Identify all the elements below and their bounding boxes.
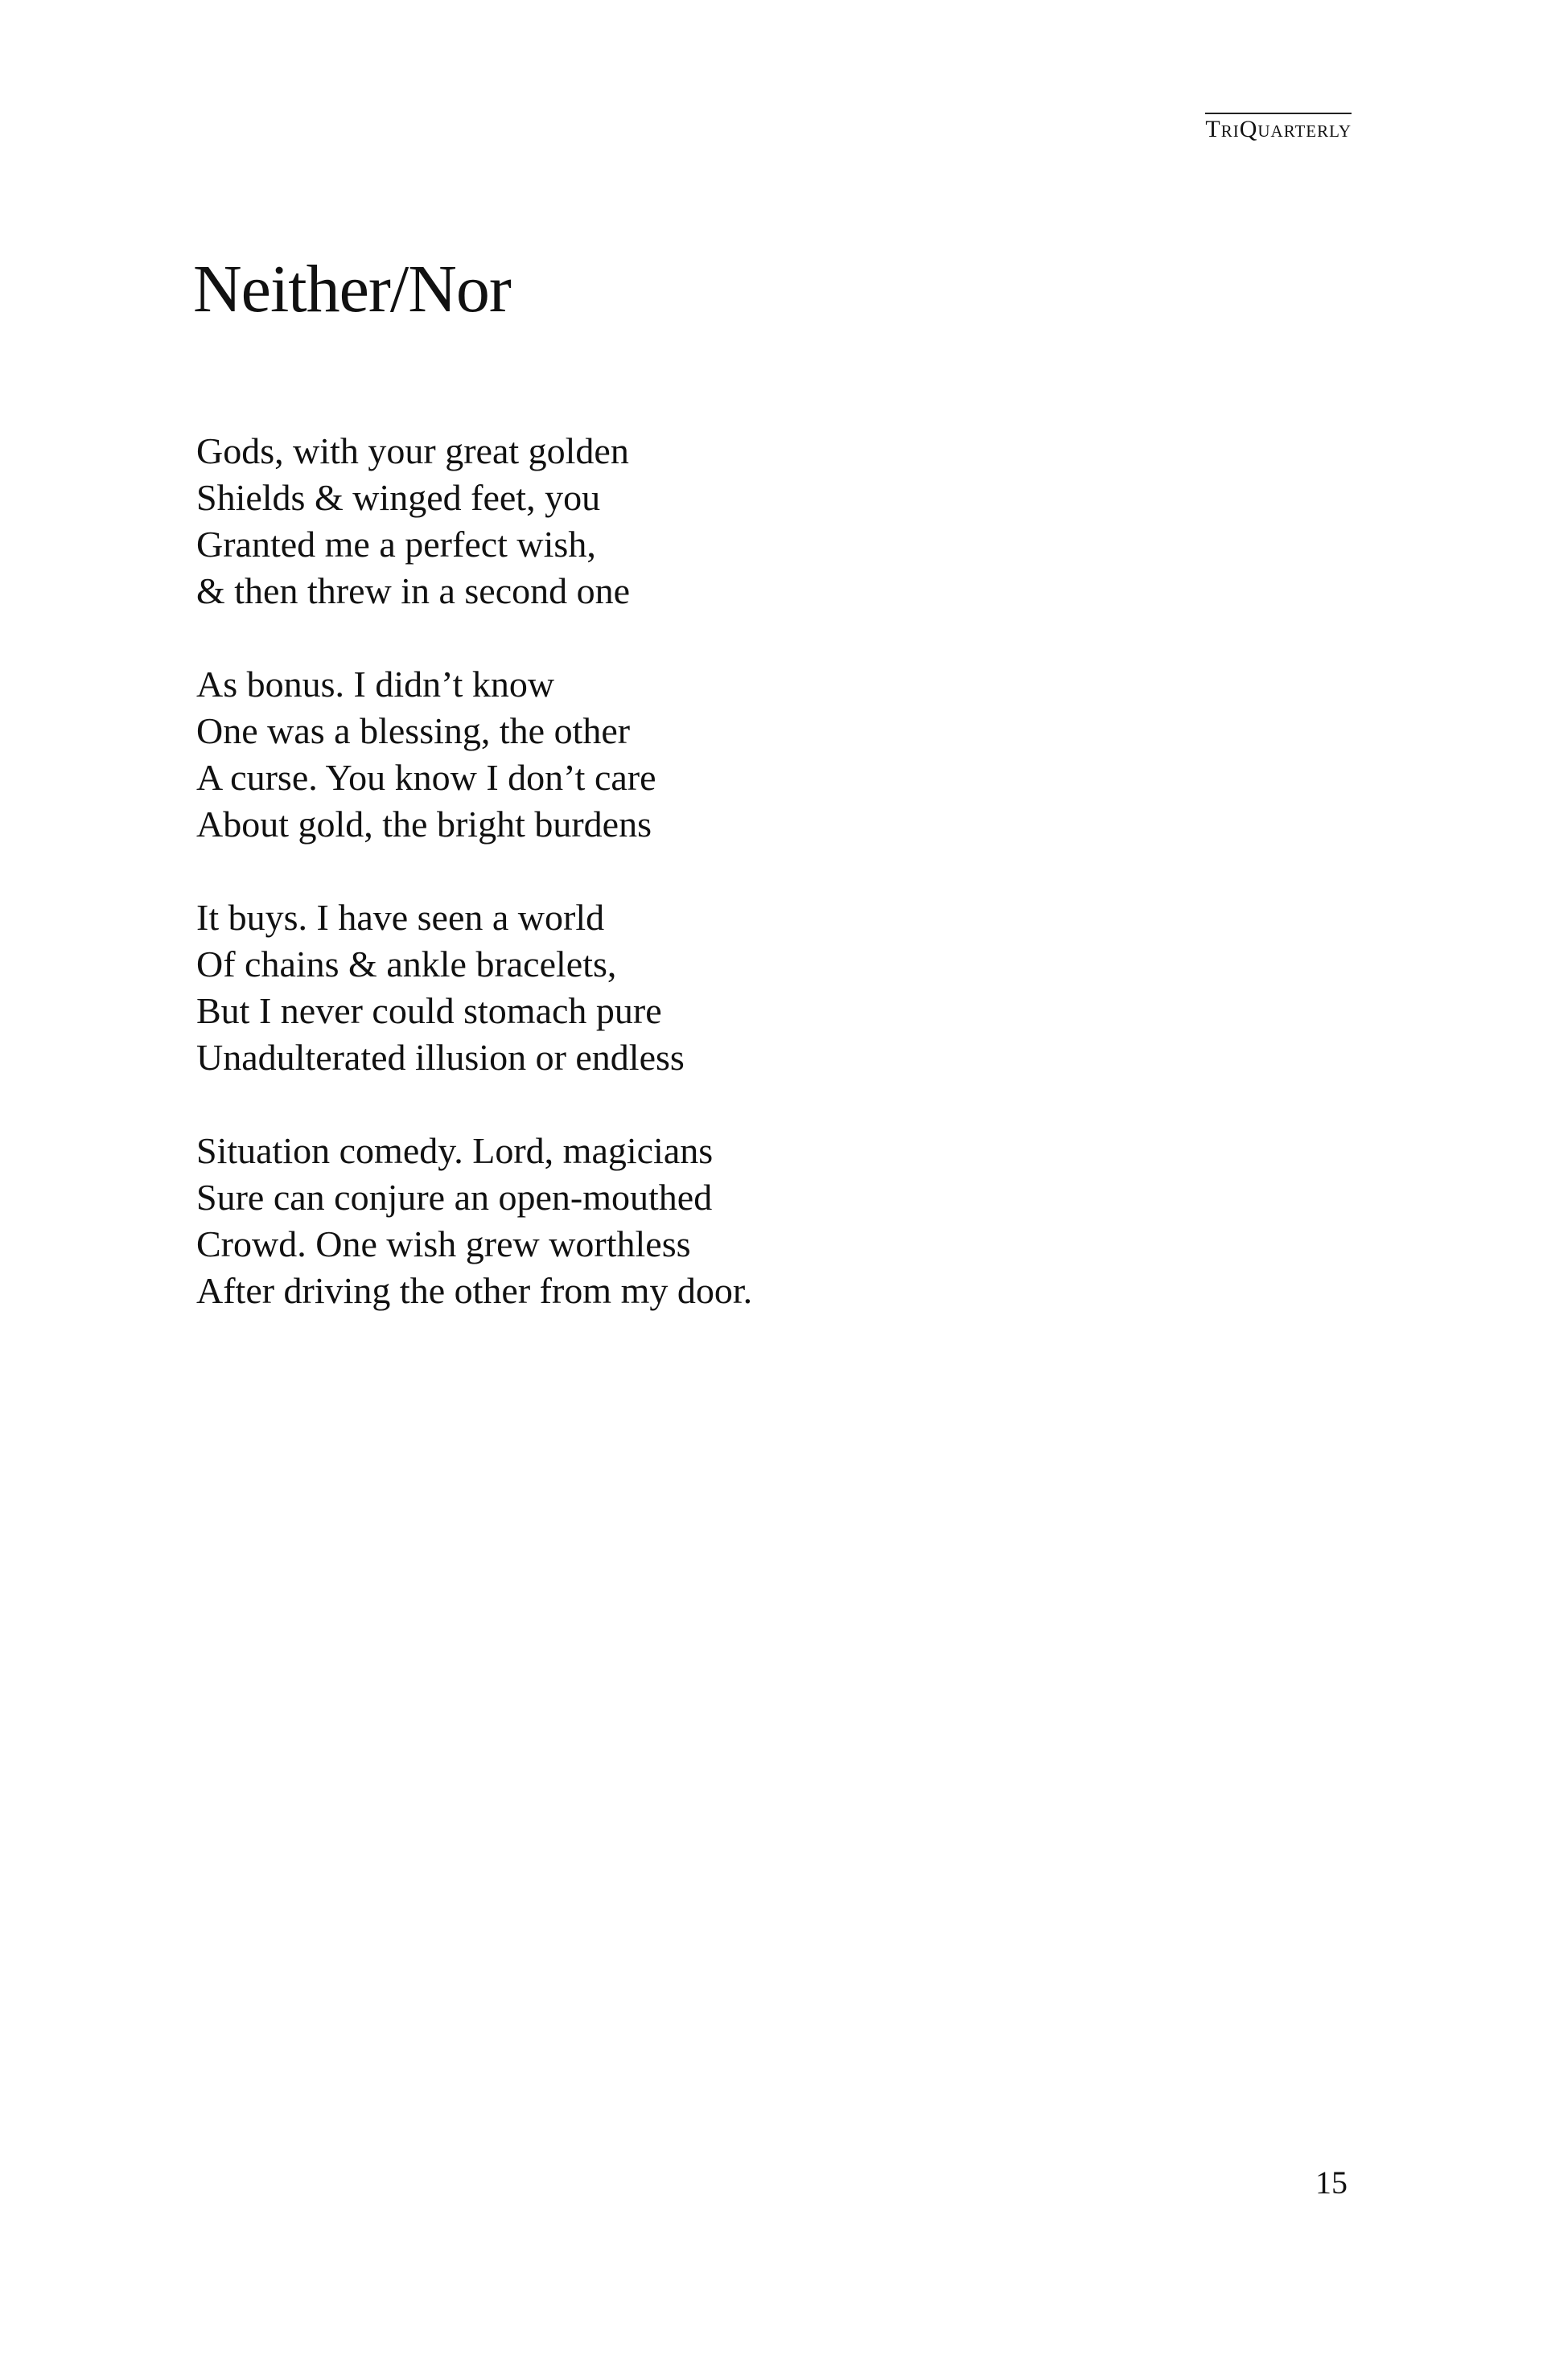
poem-line: It buys. I have seen a world	[196, 897, 605, 938]
poem-line: Situation comedy. Lord, magicians	[196, 1130, 714, 1171]
page-number: 15	[1315, 2164, 1348, 2201]
poem-title: Neither/Nor	[193, 252, 511, 327]
poem-body	[196, 428, 752, 1361]
poem-line: But I never could stomach pure	[196, 990, 662, 1031]
poem-line: Granted me a perfect wish,	[196, 524, 596, 565]
poem-line: A curse. You know I don’t care	[196, 757, 656, 798]
stanza-1	[196, 428, 752, 615]
poem-line: Shields & winged feet, you	[196, 477, 601, 518]
stanza-3	[196, 894, 752, 1081]
poem-line: Crowd. One wish grew worthless	[196, 1223, 691, 1264]
poem-line: Gods, with your great golden	[196, 430, 629, 471]
poem-line: As bonus. I didn’t know	[196, 664, 555, 705]
stanza-2	[196, 661, 752, 848]
poem-line: Of chains & ankle bracelets,	[196, 943, 617, 984]
poem-line: Sure can conjure an open-mouthed	[196, 1177, 713, 1218]
running-head: TriQuarterly	[1205, 113, 1352, 142]
poem-line: After driving the other from my door.	[196, 1270, 753, 1311]
stanza-4	[196, 1128, 752, 1314]
poem-line: One was a blessing, the other	[196, 710, 631, 751]
poem-line: Unadulterated illusion or endless	[196, 1037, 685, 1078]
poem-line: About gold, the bright burdens	[196, 804, 652, 845]
poem-line: & then threw in a second one	[196, 570, 631, 611]
